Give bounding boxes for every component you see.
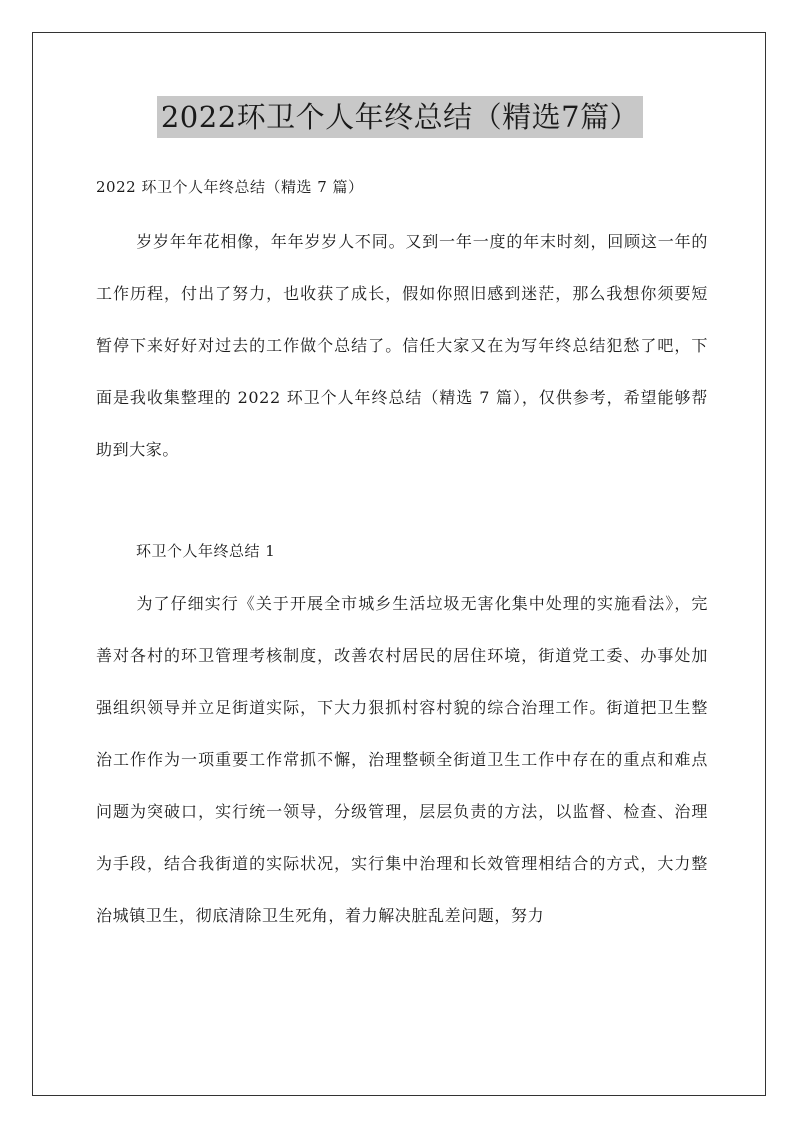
title-container	[0, 96, 800, 138]
document-subtitle: 2022 环卫个人年终总结（精选 7 篇）	[96, 178, 364, 196]
section-paragraph-text: 为了仔细实行《关于开展全市城乡生活垃圾无害化集中处理的实施看法》，完善对各村的环卫管理考核制度，改善农村居民的居住环境，街道党工委、办事处加强组织领导并立足街道实际，下大力狠抓村容村貌的综合治理工作。街道把卫生整治工作作为一项重要工作常抓不懈，治理整顿全街道卫生工作中存在的重点和难点问题为突破口，实行统一领导，分级管理，层层负责的方法，以监督、检查、治理为手段，结合我街道的实际状况，实行集中治理和长效管理相结合的方式，大力整治城镇卫生，彻底清除卫生死角，着力解决脏乱差问题，努力	[96, 594, 708, 925]
intro-paragraph-text: 岁岁年年花相像，年年岁岁人不同。又到一年一度的年末时刻，回顾这一年的工作历程，付出了努力，也收获了成长，假如你照旧感到迷茫，那么我想你须要短暂停下来好好对过去的工作做个总结了。信任大家又在为写年终总结犯愁了吧，下面是我收集整理的 2022 环卫个人年终总结（精选 7 篇），仅供参考，希望能够帮助到大家。	[96, 232, 708, 459]
intro-paragraph	[96, 216, 708, 476]
section-heading: 环卫个人年终总结 1	[136, 542, 276, 560]
document-title: 2022环卫个人年终总结（精选7篇）	[157, 96, 643, 138]
section-paragraph	[96, 578, 708, 942]
